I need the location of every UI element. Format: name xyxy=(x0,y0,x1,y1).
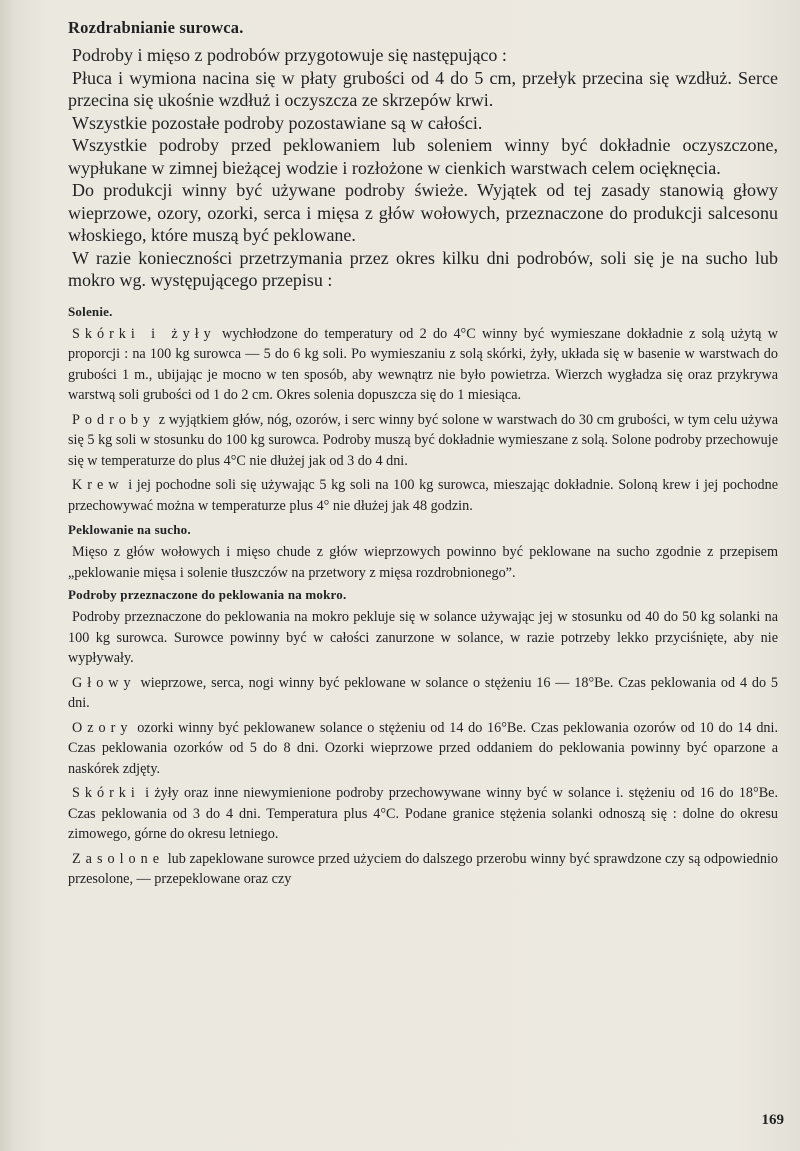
solenie-heading: Solenie. xyxy=(68,303,113,319)
solenie-paragraph xyxy=(68,324,778,406)
peklowanie-sucho-paragraph: Mięso z głów wołowych i mięso chude z głów wieprzowych powinno być peklowane na sucho zgodnie z przepisem „peklowanie mięsa i solenie tłuszczów na przetwory z mięsa rozdrobnionego”. xyxy=(68,544,778,581)
peklowanie-sucho-heading: Peklowanie na sucho. xyxy=(68,522,191,537)
spaced-lead: Skórki xyxy=(72,785,140,801)
peklowanie-mokro-heading: Podroby przeznaczone do peklowania na mokro. xyxy=(68,587,347,602)
paragraph-text: i żyły oraz inne niewymienione podroby przechowywane winny być w solance i. stężeniu od 16 do 18°Be. Czas peklowania od 3 do 4 dni. Temperatura plus 4°C. Podane granice stężenia solanki odnoszą się : dolne do okresu zimowego, górne do okresu letniego. xyxy=(68,785,778,842)
solenie-section xyxy=(68,304,778,517)
solenie-paragraph xyxy=(68,410,778,472)
spaced-lead: Głowy xyxy=(72,674,136,691)
paragraph-text: ozorki winny być peklowanew solance o stężeniu od 14 do 16°Be. Czas peklowania ozorów od 10 do 14 dni. Czas peklowania ozorków od 5 do 8 dni. Ozorki wieprzowe przed oddaniem do peklowania powinny być oparzone a naskórek zdjęty. xyxy=(68,719,778,777)
spaced-lead: Skórki i żyły xyxy=(72,325,216,342)
paragraph-text: wieprzowe, serca, nogi winny być peklowane w solance o stężeniu 16 — 18°Be. Czas peklowania od 4 do 5 dni. xyxy=(68,674,778,711)
peklowanie-sucho-section xyxy=(68,522,778,583)
solenie-paragraph xyxy=(68,475,778,516)
spaced-lead: Ozory xyxy=(72,719,133,736)
peklowanie-mokro-paragraph xyxy=(68,673,778,714)
section-heading: Rozdrabnianie surowca. xyxy=(68,18,244,37)
page-number: 169 xyxy=(761,1112,784,1128)
peklowanie-mokro-paragraph xyxy=(68,718,778,780)
intro-section xyxy=(68,44,778,292)
intro-paragraph: Wszystkie podroby przed peklowaniem lub soleniem winny być dokładnie oczyszczone, wypłukane w zimnej bieżącej wodzie i rozłożone w cienkich warstwach celem ocięknęcia. xyxy=(68,135,778,178)
peklowanie-mokro-section xyxy=(68,587,778,890)
paragraph-text: wychłodzone do temperatury od 2 do 4°C winny być wymieszane dokładnie z solą użytą w proporcji : na 100 kg surowca — 5 do 6 kg soli. Po wymieszaniu z solą skórki, żyły, układa się w basenie w warstwach do grubości 1 m., ubijając je mocno w ten sposób, aby wewnątrz nie było powietrza. Wierzch wygładza się oraz przykrywa warstwą soli grubości od 1 do 2 cm. Okres solenia dopuszcza się do 1 miesiąca. xyxy=(68,325,778,403)
paragraph-text: z wyjątkiem głów, nóg, ozorów, i serc winny być solone w warstwach do 30 cm grubości, w tym celu używa się 5 kg soli w stosunku do 100 kg surowca. Podroby muszą być dokładnie wymieszane z solą. Solone podroby przechowuje się w temperaturze do plus 4°C nie dłużej jak od 3 do 4 dni. xyxy=(68,411,778,469)
peklowanie-mokro-paragraph xyxy=(68,783,778,845)
intro-paragraph: Do produkcji winny być używane podroby świeże. Wyjątek od tej zasady stanowią głowy wieprzowe, ozory, ozorki, serca i mięsa z głów wołowych, przeznaczone do produkcji salcesonu włoskiego, które muszą być peklowane. xyxy=(68,180,778,245)
intro-paragraph: W razie konieczności przetrzymania przez okres kilku dni podrobów, soli się je na sucho lub mokro wg. występującego przepisu : xyxy=(68,247,778,290)
intro-paragraph: Podroby i mięso z podrobów przygotowuje się następująco : xyxy=(72,45,507,65)
paragraph-text: i jej pochodne soli się używając 5 kg soli na 100 kg surowca, mieszając dokładnie. Soloną krew i jej pochodne przechowywać można w temperaturze plus 4° nie dłużej jak 48 godzin. xyxy=(68,477,778,514)
peklowanie-mokro-paragraph xyxy=(68,849,778,890)
spaced-lead: Zasolone xyxy=(72,850,165,867)
spaced-lead: Podroby xyxy=(72,411,156,428)
intro-paragraph: Wszystkie pozostałe podroby pozostawiane są w całości. xyxy=(72,112,483,133)
peklowanie-mokro-paragraph: Podroby przeznaczone do peklowania na mokro pekluje się w solance używając jej w stosunku od 40 do 50 kg solanki na 100 kg surowca. Surowce powinny być w całości zanurzone w solance, w razie potrzeby lekko przyciśnięte, aby nie wypływały. xyxy=(68,609,778,666)
intro-paragraph: Płuca i wymiona nacina się w płaty grubości od 4 do 5 cm, przełyk przecina się wzdłuż. Serce przecina się ukośnie wzdłuż i oczyszcza ze skrzepów krwi. xyxy=(68,67,778,110)
paragraph-text: lub zapeklowane surowce przed użyciem do dalszego przerobu winny być sprawdzone czy są odpowiednio przesolone, — przepeklowane oraz czy xyxy=(68,850,778,887)
spaced-lead: Krew xyxy=(72,477,124,493)
